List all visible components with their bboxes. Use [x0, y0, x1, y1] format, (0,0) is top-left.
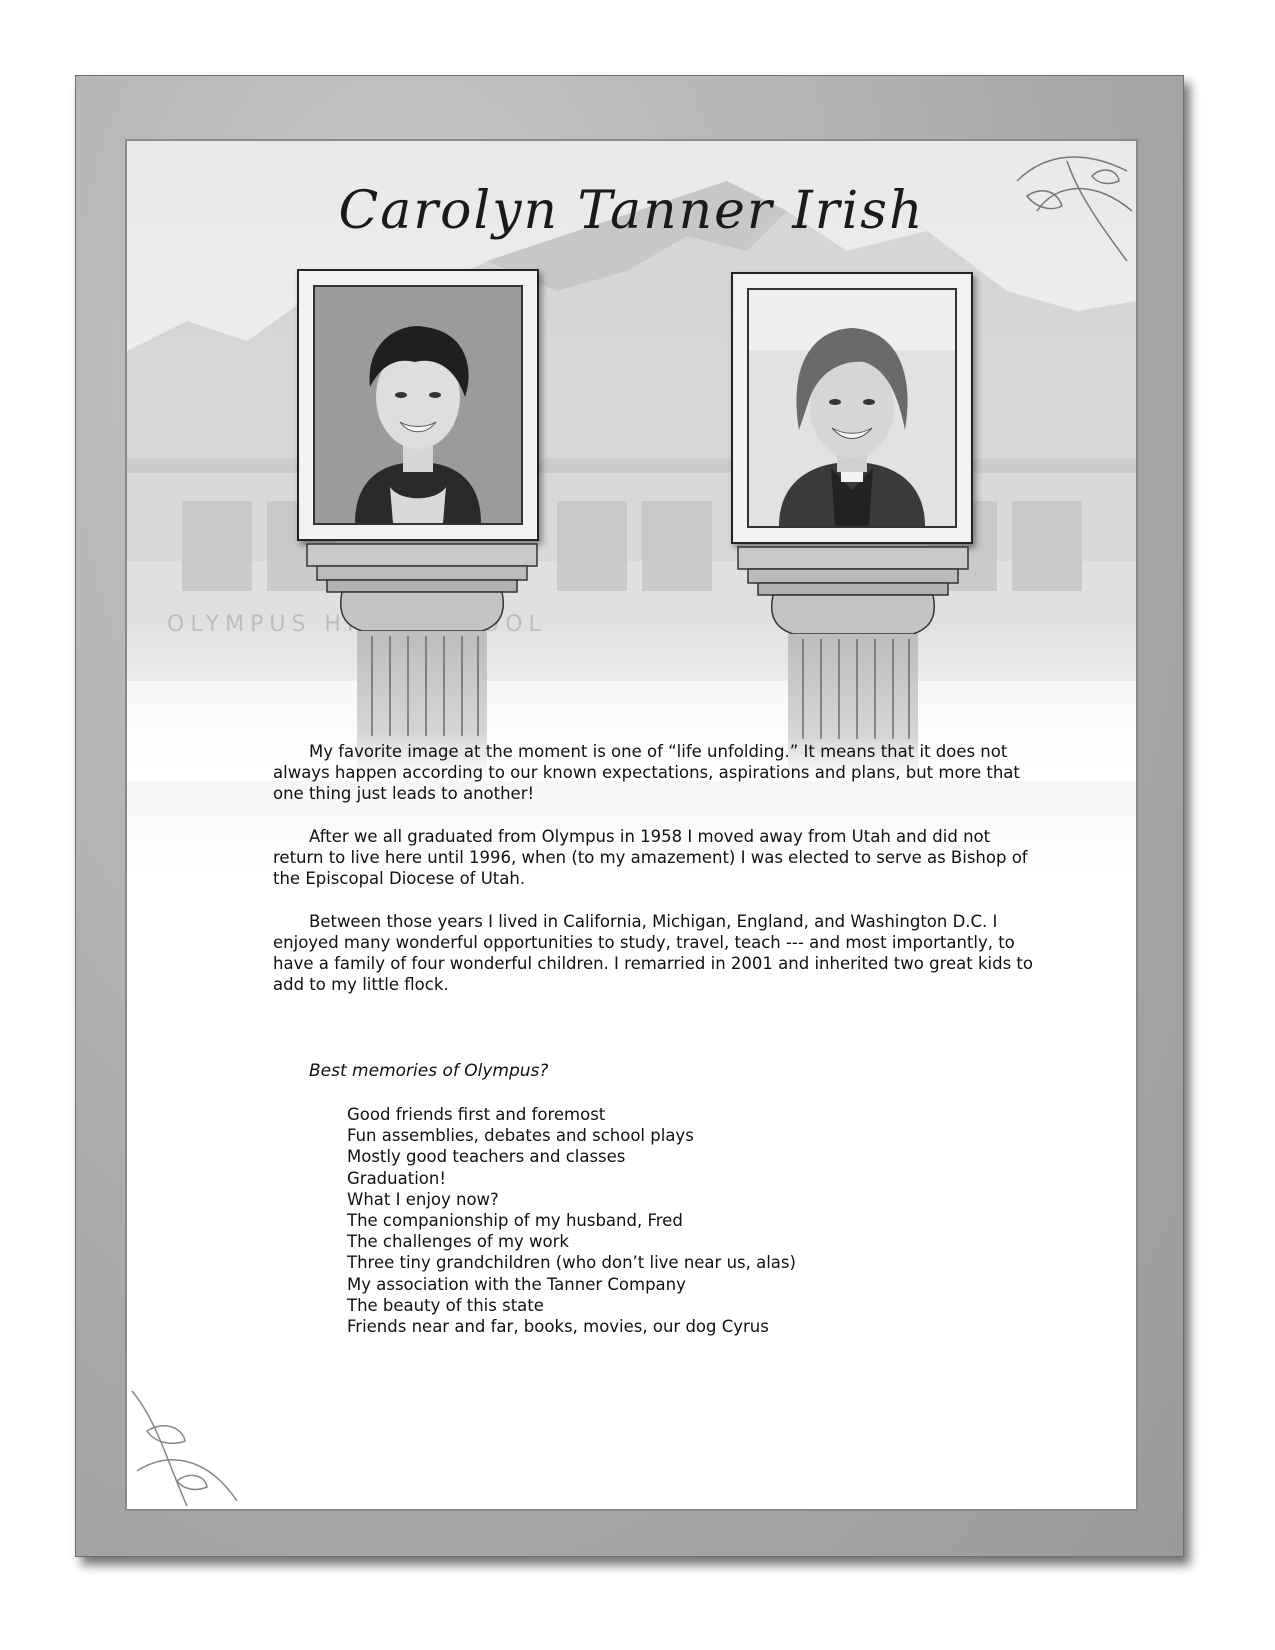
portrait-young — [313, 285, 523, 525]
list-item: What I enjoy now? — [347, 1189, 499, 1209]
flourish-bottom-left-icon — [127, 1371, 257, 1511]
list-item: Fun assemblies, debates and school plays — [347, 1126, 694, 1146]
list-item: The companionship of my husband, Fred — [347, 1211, 683, 1231]
list-item: Friends near and far, books, movies, our dog Cyrus — [347, 1317, 769, 1337]
memories-list — [347, 1104, 796, 1337]
list-item: The beauty of this state — [347, 1295, 544, 1315]
paragraph-2: After we all graduated from Olympus in 1958 I moved away from Utah and did not return to live here until 1996, when (to my amazement) I was elected to serve as Bishop of the Episcopal Diocese of Utah. — [273, 827, 1028, 888]
page-inner — [125, 139, 1138, 1511]
list-item: My association with the Tanner Company — [347, 1274, 686, 1294]
list-item: Three tiny grandchildren (who don’t live near us, alas) — [347, 1253, 796, 1273]
page-title: Carolyn Tanner Irish — [338, 181, 925, 241]
pedestal-column-left — [302, 536, 542, 776]
memories-subheading: Best memories of Olympus? — [309, 1061, 549, 1081]
list-item: Graduation! — [347, 1168, 446, 1188]
photo-frame-young — [297, 269, 539, 541]
portrait-current — [747, 288, 957, 528]
body-text — [273, 741, 1033, 1017]
photo-frame-current — [731, 272, 973, 544]
list-item: Mostly good teachers and classes — [347, 1147, 626, 1167]
paragraph-3: Between those years I lived in California, Michigan, England, and Washington D.C. I enjoyed many wonderful opportunities to study, travel, teach --- and most importantly, to have a family of four wonderful children. I remarried in 2001 and inherited two great kids to add to my little flock. — [273, 912, 1033, 994]
list-item: Good friends first and foremost — [347, 1105, 606, 1124]
list-item: The challenges of my work — [347, 1232, 569, 1252]
paragraph-1: My favorite image at the moment is one of “life unfolding.” It means that it does not always happen according to our known expectations, aspirations and plans, but more that one thing just leads to another! — [273, 742, 1020, 803]
page-frame — [75, 75, 1184, 1557]
